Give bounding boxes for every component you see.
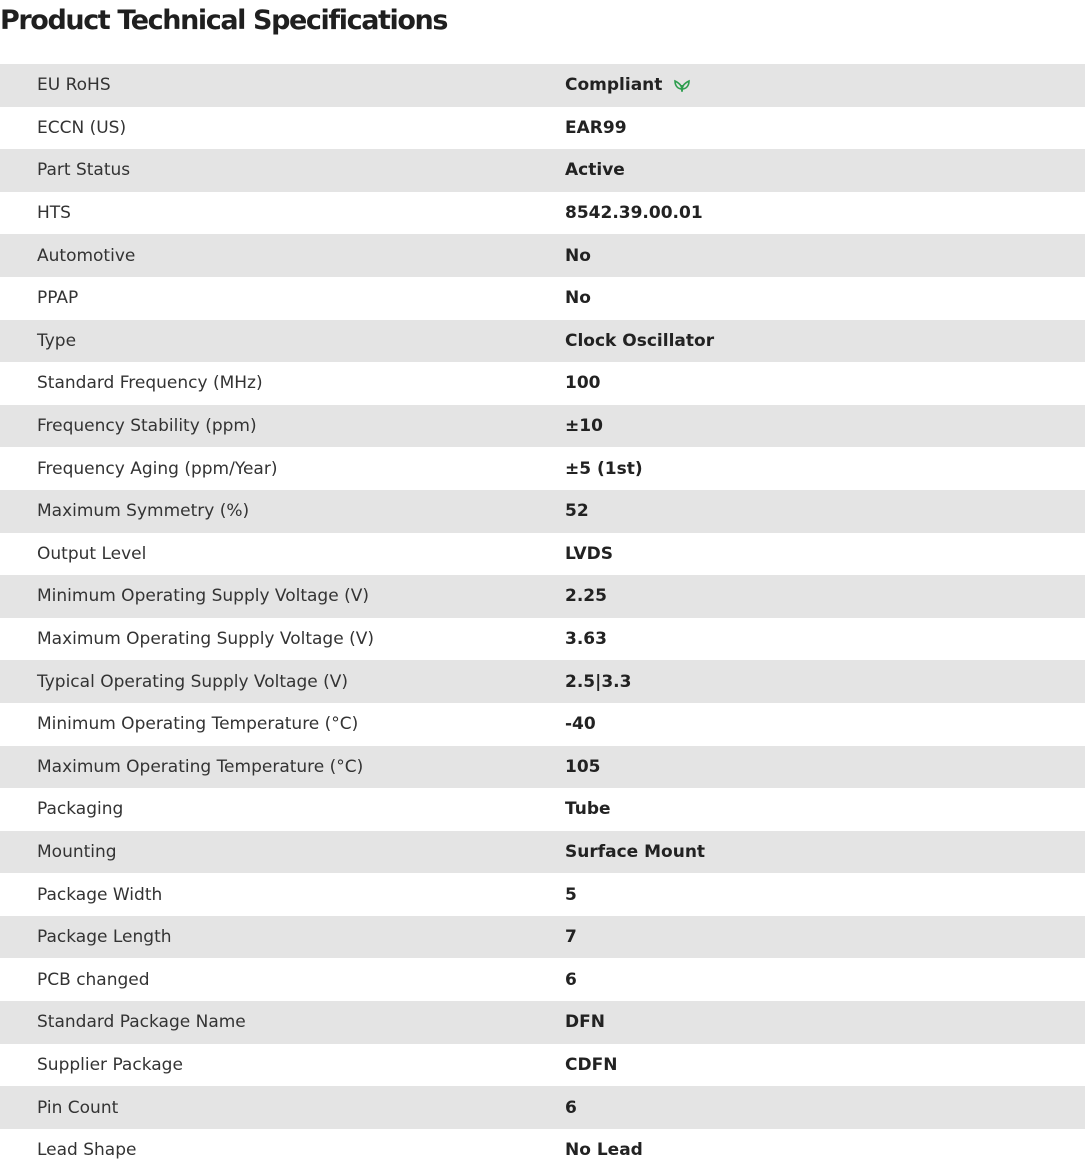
spec-row	[0, 831, 1085, 874]
spec-value: LVDS	[565, 543, 614, 564]
spec-row	[0, 107, 1085, 150]
spec-row	[0, 149, 1085, 192]
spec-label: Frequency Aging (ppm/Year)	[37, 458, 278, 479]
spec-value: 105	[565, 756, 601, 777]
spec-value: 6	[565, 1097, 577, 1118]
spec-label: PCB changed	[37, 969, 150, 990]
spec-label: Maximum Operating Supply Voltage (V)	[37, 629, 374, 650]
spec-row	[0, 788, 1085, 831]
spec-value: 6	[565, 969, 577, 990]
spec-label: Lead Shape	[37, 1140, 137, 1161]
spec-label: HTS	[37, 203, 71, 224]
spec-row-eu-rohs	[0, 64, 1085, 107]
spec-value: ±10	[565, 416, 603, 437]
spec-value: Tube	[565, 799, 611, 820]
spec-value: 3.63	[565, 629, 607, 650]
spec-table	[0, 64, 1085, 1171]
spec-row	[0, 958, 1085, 1001]
spec-label: Package Width	[37, 884, 163, 905]
spec-value: 100	[565, 373, 601, 394]
spec-value-wrapper	[565, 75, 692, 95]
spec-row	[0, 192, 1085, 235]
spec-row	[0, 618, 1085, 661]
spec-label: Minimum Operating Supply Voltage (V)	[37, 586, 369, 607]
spec-value: CDFN	[565, 1054, 618, 1075]
spec-label: Minimum Operating Temperature (°C)	[37, 714, 359, 735]
spec-label: Supplier Package	[37, 1054, 183, 1075]
spec-row	[0, 533, 1085, 576]
spec-row	[0, 447, 1085, 490]
spec-label: Standard Frequency (MHz)	[37, 373, 263, 394]
spec-label: Packaging	[37, 799, 124, 820]
spec-label: Maximum Symmetry (%)	[37, 501, 250, 522]
spec-row	[0, 277, 1085, 320]
page-title: Product Technical Specifications	[0, 5, 448, 36]
spec-label: Maximum Operating Temperature (°C)	[37, 756, 364, 777]
spec-value: EAR99	[565, 117, 627, 138]
spec-value: DFN	[565, 1012, 605, 1033]
spec-label: Output Level	[37, 543, 147, 564]
spec-value: No Lead	[565, 1140, 643, 1161]
spec-row	[0, 660, 1085, 703]
spec-row	[0, 873, 1085, 916]
spec-row	[0, 746, 1085, 789]
spec-value: ±5 (1st)	[565, 458, 643, 479]
spec-label: Part Status	[37, 160, 131, 181]
spec-label: Frequency Stability (ppm)	[37, 416, 257, 437]
spec-row	[0, 575, 1085, 618]
spec-value: No	[565, 245, 591, 266]
spec-label: Pin Count	[37, 1097, 119, 1118]
spec-label: Standard Package Name	[37, 1012, 246, 1033]
spec-row	[0, 234, 1085, 277]
spec-row	[0, 405, 1085, 448]
spec-value: 2.5|3.3	[565, 671, 632, 692]
spec-value: Compliant	[565, 75, 663, 96]
spec-label: Type	[37, 330, 77, 351]
spec-value: 5	[565, 884, 577, 905]
spec-label: ECCN (US)	[37, 117, 127, 138]
spec-value: No	[565, 288, 591, 309]
spec-value: -40	[565, 714, 596, 735]
spec-row	[0, 916, 1085, 959]
spec-label: PPAP	[37, 288, 79, 309]
spec-label: EU RoHS	[37, 75, 111, 96]
spec-row	[0, 1129, 1085, 1171]
spec-value: 8542.39.00.01	[565, 203, 703, 224]
spec-value: Active	[565, 160, 625, 181]
leaf-icon	[672, 77, 692, 93]
spec-row	[0, 1086, 1085, 1129]
spec-row	[0, 490, 1085, 533]
spec-label: Automotive	[37, 245, 136, 266]
spec-row	[0, 1044, 1085, 1087]
spec-label: Typical Operating Supply Voltage (V)	[37, 671, 348, 692]
spec-row	[0, 703, 1085, 746]
spec-value: Clock Oscillator	[565, 330, 715, 351]
spec-label: Mounting	[37, 841, 117, 862]
spec-value: 2.25	[565, 586, 607, 607]
spec-value: 52	[565, 501, 589, 522]
spec-row	[0, 320, 1085, 363]
spec-value: 7	[565, 927, 577, 948]
spec-row	[0, 1001, 1085, 1044]
spec-label: Package Length	[37, 927, 172, 948]
spec-row	[0, 362, 1085, 405]
spec-value: Surface Mount	[565, 841, 706, 862]
